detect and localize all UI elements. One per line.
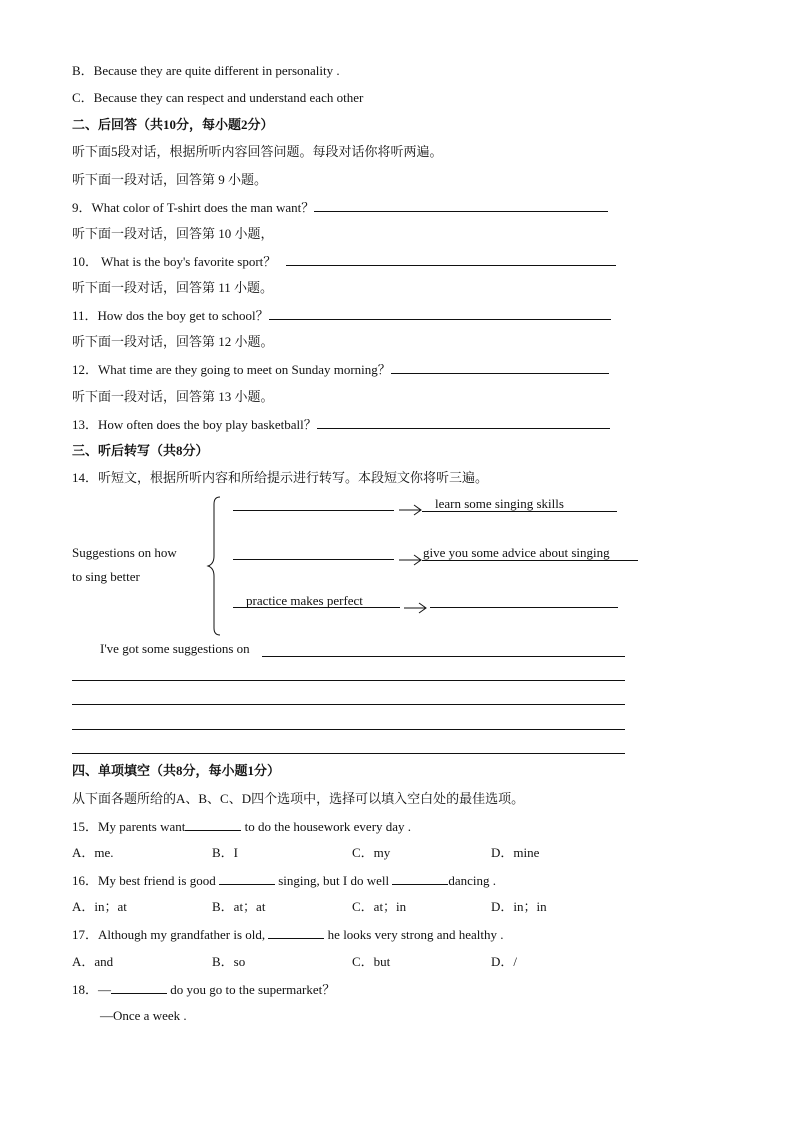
question-17-stem-a: 17．Although my grandfather is old, — [72, 927, 269, 942]
question-10 — [72, 253, 616, 270]
arrow-right-icon — [404, 602, 428, 614]
question-15 — [72, 818, 411, 835]
section-heading-2: 二、后回答（共10分，每小题2分） — [72, 117, 274, 132]
question-18-stem-b: do you go to the supermarket？ — [167, 982, 336, 997]
answer-blank-9[interactable] — [314, 199, 608, 212]
section-heading-3: 三、听后转写（共8分） — [72, 443, 209, 458]
diagram-root-line1: Suggestions on how — [72, 545, 177, 560]
q11-intro: 听下面一段对话，回答第 11 小题。 — [72, 280, 274, 295]
q16-option-c[interactable]: C．at；in — [352, 899, 407, 914]
arrow-right-icon — [399, 504, 423, 516]
question-12-text: 12．What time are they going to meet on Sunday morning？ — [72, 362, 391, 377]
question-11 — [72, 307, 611, 324]
writing-line-4[interactable] — [72, 753, 625, 754]
writing-line-1[interactable] — [72, 680, 625, 681]
answer-blank-18[interactable] — [111, 981, 167, 994]
question-13 — [72, 416, 610, 433]
question-10-text: 10． What is the boy's favorite sport？ — [72, 254, 277, 269]
question-18 — [72, 981, 335, 998]
curly-brace-icon — [206, 496, 222, 636]
option-b: B．Because they are quite different in personality . — [72, 63, 340, 78]
arrow-right-icon — [399, 554, 423, 566]
question-16-stem-b: singing, but I do well — [274, 873, 393, 888]
answer-blank-12[interactable] — [391, 361, 609, 374]
question-15-stem-a: 15．My parents want — [72, 819, 186, 834]
q10-intro: 听下面一段对话，回答第 10 小题， — [72, 226, 274, 241]
answer-blank-16a[interactable] — [219, 872, 275, 885]
question-13-text: 13．How often does the boy play basketball？ — [72, 417, 317, 432]
answer-blank-11[interactable] — [269, 307, 611, 320]
question-16-stem-c: dancing . — [448, 873, 496, 888]
diagram-row3-right-blank[interactable] — [430, 607, 618, 608]
diagram-row2-left-blank[interactable] — [233, 559, 394, 560]
diagram-row1-right-label: learn some singing skills — [435, 496, 564, 511]
writing-line-3[interactable] — [72, 729, 625, 730]
q15-option-a[interactable]: A．me. — [72, 845, 114, 860]
answer-blank-13[interactable] — [317, 416, 610, 429]
q16-option-a[interactable]: A．in；at — [72, 899, 127, 914]
question-15-stem-b: to do the housework every day . — [241, 819, 412, 834]
answer-blank-16b[interactable] — [392, 872, 448, 885]
section-heading-4: 四、单项填空（共8分，每小题1分） — [72, 763, 281, 778]
q9-intro: 听下面一段对话，回答第 9 小题。 — [72, 172, 268, 187]
q17-option-d[interactable]: D．/ — [491, 954, 518, 969]
diagram-row1-right-underline — [422, 511, 617, 512]
question-16 — [72, 872, 496, 889]
q15-option-b[interactable]: B．I — [212, 845, 239, 860]
q15-option-c[interactable]: C．my — [352, 845, 391, 860]
diagram-row3-left-label: practice makes perfect — [246, 593, 363, 608]
q17-option-a[interactable]: A．and — [72, 954, 114, 969]
option-c: C．Because they can respect and understand each other — [72, 90, 364, 105]
q17-option-b[interactable]: B．so — [212, 954, 246, 969]
question-17-stem-b: he looks very strong and healthy . — [324, 927, 504, 942]
answer-blank-10[interactable] — [286, 253, 616, 266]
q16-option-b[interactable]: B．at；at — [212, 899, 266, 914]
section-instruction-2: 听下面5段对话，根据所听内容回答问题。每段对话你将听两遍。 — [72, 144, 443, 159]
question-11-text: 11．How dos the boy get to school？ — [72, 308, 269, 323]
q12-intro: 听下面一段对话，回答第 12 小题。 — [72, 334, 274, 349]
question-14-instruction: 14．听短文，根据所听内容和所给提示进行转写。本段短文你将听三遍。 — [72, 470, 489, 485]
q13-intro: 听下面一段对话，回答第 13 小题。 — [72, 389, 274, 404]
writing-start-text: I've got some suggestions on — [100, 641, 250, 656]
writing-start — [100, 641, 250, 657]
answer-blank-15[interactable] — [185, 818, 241, 831]
answer-blank-17[interactable] — [268, 926, 324, 939]
writing-line-2[interactable] — [72, 704, 625, 705]
question-9 — [72, 199, 608, 216]
q17-option-c[interactable]: C．but — [352, 954, 391, 969]
diagram-row3-left-underline — [233, 607, 400, 608]
question-16-stem-a: 16．My best friend is good — [72, 873, 219, 888]
question-17 — [72, 926, 504, 943]
question-9-text: 9．What color of T-shirt does the man want？ — [72, 200, 315, 215]
question-18-stem-a: 18．— — [72, 982, 112, 997]
writing-line-0[interactable] — [262, 656, 625, 657]
question-12 — [72, 361, 609, 378]
question-18-reply: —Once a week . — [100, 1008, 187, 1023]
diagram-row2-right-underline — [422, 560, 638, 561]
q16-option-d[interactable]: D．in；in — [491, 899, 547, 914]
section-instruction-4: 从下面各题所给的A、B、C、D四个选项中，选择可以填入空白处的最佳选项。 — [72, 791, 525, 806]
diagram-row2-right-label: give you some advice about singing — [423, 545, 610, 560]
diagram-root-line2: to sing better — [72, 569, 140, 584]
q15-option-d[interactable]: D．mine — [491, 845, 540, 860]
diagram-row1-left-blank[interactable] — [233, 510, 394, 511]
